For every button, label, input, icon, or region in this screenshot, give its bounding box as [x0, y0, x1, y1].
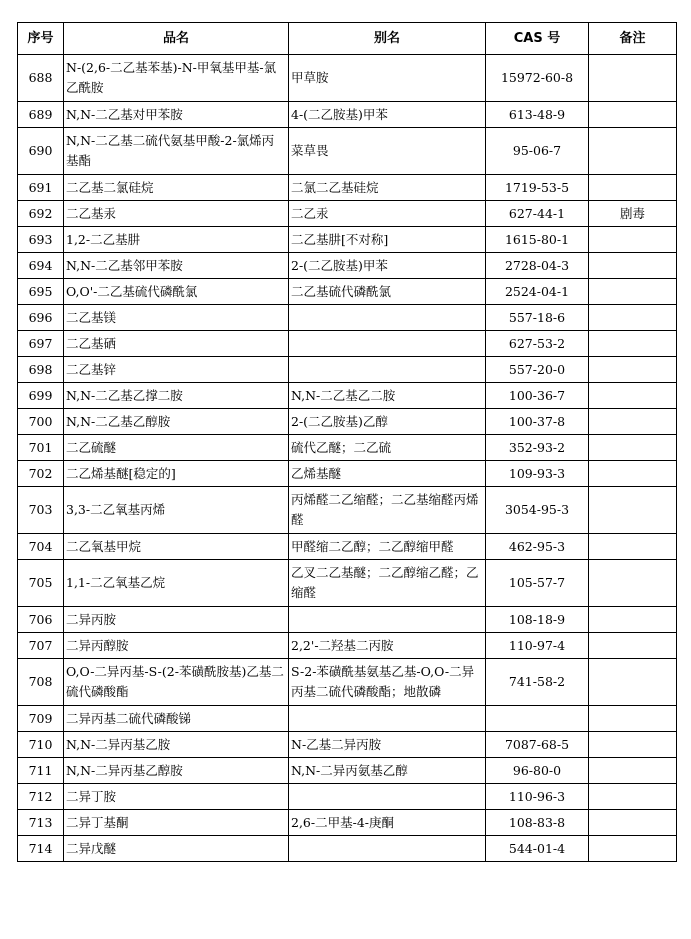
table-row: [18, 383, 677, 409]
remark-cell: [589, 758, 677, 784]
serial-number-cell: 698: [18, 357, 64, 383]
remark-cell: [589, 607, 677, 633]
table-row: [18, 633, 677, 659]
alias-cell: 二乙基硫代磷酰氯: [289, 279, 486, 305]
remark-cell: [589, 784, 677, 810]
alias-cell: [289, 357, 486, 383]
table-row: [18, 305, 677, 331]
alias-cell: 4-(二乙胺基)甲苯: [289, 102, 486, 128]
product-name-cell: 1,1-二乙氧基乙烷: [64, 560, 289, 607]
serial-number-cell: 699: [18, 383, 64, 409]
alias-cell: 2-(二乙胺基)甲苯: [289, 253, 486, 279]
cas-number-cell: 2728-04-3: [486, 253, 589, 279]
alias-cell: [289, 784, 486, 810]
table-row: [18, 227, 677, 253]
alias-cell: N,N-二异丙氨基乙醇: [289, 758, 486, 784]
product-name-cell: O,O-二异丙基-S-(2-苯磺酰胺基)乙基二硫代磷酸酯: [64, 659, 289, 706]
serial-number-cell: 712: [18, 784, 64, 810]
cas-number-cell: 462-95-3: [486, 534, 589, 560]
alias-cell: N-乙基二异丙胺: [289, 732, 486, 758]
table-row: [18, 201, 677, 227]
serial-number-cell: 700: [18, 409, 64, 435]
cas-number-cell: 110-97-4: [486, 633, 589, 659]
cas-number-cell: 3054-95-3: [486, 487, 589, 534]
product-name-cell: 二异丙胺: [64, 607, 289, 633]
alias-cell: [289, 331, 486, 357]
serial-number-cell: 697: [18, 331, 64, 357]
table-row: [18, 560, 677, 607]
cas-number-cell: 741-58-2: [486, 659, 589, 706]
serial-number-cell: 690: [18, 128, 64, 175]
product-name-cell: 二乙基锌: [64, 357, 289, 383]
product-name-cell: 二乙基汞: [64, 201, 289, 227]
serial-number-cell: 705: [18, 560, 64, 607]
cas-number-cell: 627-44-1: [486, 201, 589, 227]
cas-number-cell: 2524-04-1: [486, 279, 589, 305]
product-name-cell: 二乙硫醚: [64, 435, 289, 461]
remark-cell: [589, 357, 677, 383]
table-header-row: [18, 23, 677, 55]
product-name-cell: N-(2,6-二乙基苯基)-N-甲氧基甲基-氯乙酰胺: [64, 55, 289, 102]
table-row: [18, 706, 677, 732]
table-row: [18, 253, 677, 279]
cas-number-cell: 108-18-9: [486, 607, 589, 633]
remark-cell: [589, 461, 677, 487]
serial-number-cell: 701: [18, 435, 64, 461]
remark-cell: [589, 175, 677, 201]
remark-cell: [589, 836, 677, 862]
table-row: [18, 435, 677, 461]
table-row: [18, 102, 677, 128]
cas-number-cell: [486, 706, 589, 732]
serial-number-cell: 704: [18, 534, 64, 560]
remark-cell: [589, 810, 677, 836]
cas-number-cell: 108-83-8: [486, 810, 589, 836]
product-name-cell: 二异丁基酮: [64, 810, 289, 836]
chemical-list-page: [17, 22, 676, 862]
table-row: [18, 409, 677, 435]
product-name-cell: 二乙基镁: [64, 305, 289, 331]
cas-number-cell: 613-48-9: [486, 102, 589, 128]
table-row: [18, 758, 677, 784]
cas-number-cell: 1615-80-1: [486, 227, 589, 253]
cas-number-cell: 557-20-0: [486, 357, 589, 383]
cas-number-cell: 100-37-8: [486, 409, 589, 435]
product-name-cell: 二异丙基二硫代磷酸锑: [64, 706, 289, 732]
remark-cell: [589, 279, 677, 305]
remark-cell: [589, 534, 677, 560]
product-name-cell: N,N-二乙基邻甲苯胺: [64, 253, 289, 279]
product-name-cell: O,O'-二乙基硫代磷酰氯: [64, 279, 289, 305]
alias-cell: [289, 607, 486, 633]
alias-cell: S-2-苯磺酰基氨基乙基-O,O-二异丙基二硫代磷酸酯；地散磷: [289, 659, 486, 706]
serial-number-cell: 693: [18, 227, 64, 253]
serial-number-cell: 703: [18, 487, 64, 534]
product-name-cell: 3,3-二乙氧基丙烯: [64, 487, 289, 534]
alias-cell: 2,6-二甲基-4-庚酮: [289, 810, 486, 836]
remark-cell: [589, 102, 677, 128]
cas-number-cell: 96-80-0: [486, 758, 589, 784]
cas-number-cell: 95-06-7: [486, 128, 589, 175]
product-name-cell: N,N-二乙基对甲苯胺: [64, 102, 289, 128]
serial-number-cell: 691: [18, 175, 64, 201]
table-row: [18, 128, 677, 175]
alias-cell: 硫代乙醚；二乙硫: [289, 435, 486, 461]
remark-cell: 剧毒: [589, 201, 677, 227]
cas-number-cell: 109-93-3: [486, 461, 589, 487]
serial-number-cell: 706: [18, 607, 64, 633]
serial-number-cell: 688: [18, 55, 64, 102]
product-name-cell: 1,2-二乙基肼: [64, 227, 289, 253]
serial-number-cell: 695: [18, 279, 64, 305]
serial-number-cell: 689: [18, 102, 64, 128]
serial-number-cell: 711: [18, 758, 64, 784]
serial-number-cell: 714: [18, 836, 64, 862]
remark-cell: [589, 560, 677, 607]
alias-cell: 二乙基肼[不对称]: [289, 227, 486, 253]
product-name-cell: N,N-二异丙基乙醇胺: [64, 758, 289, 784]
chemical-table: [17, 22, 677, 862]
remark-cell: [589, 487, 677, 534]
remark-cell: [589, 409, 677, 435]
remark-cell: [589, 659, 677, 706]
remark-cell: [589, 732, 677, 758]
cas-number-cell: 105-57-7: [486, 560, 589, 607]
header-serial-number: 序号: [18, 23, 64, 55]
serial-number-cell: 710: [18, 732, 64, 758]
alias-cell: 二氯二乙基硅烷: [289, 175, 486, 201]
remark-cell: [589, 253, 677, 279]
serial-number-cell: 713: [18, 810, 64, 836]
cas-number-cell: 352-93-2: [486, 435, 589, 461]
remark-cell: [589, 128, 677, 175]
serial-number-cell: 702: [18, 461, 64, 487]
serial-number-cell: 708: [18, 659, 64, 706]
cas-number-cell: 100-36-7: [486, 383, 589, 409]
product-name-cell: 二异丙醇胺: [64, 633, 289, 659]
cas-number-cell: 15972-60-8: [486, 55, 589, 102]
remark-cell: [589, 331, 677, 357]
product-name-cell: 二乙基二氯硅烷: [64, 175, 289, 201]
alias-cell: 甲醛缩二乙醇；二乙醇缩甲醛: [289, 534, 486, 560]
table-row: [18, 836, 677, 862]
table-row: [18, 607, 677, 633]
remark-cell: [589, 435, 677, 461]
cas-number-cell: 544-01-4: [486, 836, 589, 862]
table-row: [18, 784, 677, 810]
alias-cell: 菜草畏: [289, 128, 486, 175]
alias-cell: [289, 836, 486, 862]
table-row: [18, 331, 677, 357]
table-row: [18, 810, 677, 836]
alias-cell: 乙叉二乙基醚；二乙醇缩乙醛；乙缩醛: [289, 560, 486, 607]
table-body: [18, 55, 677, 862]
cas-number-cell: 627-53-2: [486, 331, 589, 357]
alias-cell: 甲草胺: [289, 55, 486, 102]
remark-cell: [589, 383, 677, 409]
table-row: [18, 659, 677, 706]
product-name-cell: 二乙基硒: [64, 331, 289, 357]
remark-cell: [589, 227, 677, 253]
remark-cell: [589, 706, 677, 732]
product-name-cell: N,N-二乙基乙撑二胺: [64, 383, 289, 409]
alias-cell: 乙烯基醚: [289, 461, 486, 487]
cas-number-cell: 557-18-6: [486, 305, 589, 331]
table-row: [18, 279, 677, 305]
alias-cell: 2-(二乙胺基)乙醇: [289, 409, 486, 435]
alias-cell: [289, 706, 486, 732]
remark-cell: [589, 55, 677, 102]
header-product-name: 品名: [64, 23, 289, 55]
product-name-cell: 二异戊醚: [64, 836, 289, 862]
product-name-cell: 二乙氧基甲烷: [64, 534, 289, 560]
product-name-cell: 二异丁胺: [64, 784, 289, 810]
table-row: [18, 732, 677, 758]
table-row: [18, 461, 677, 487]
table-row: [18, 55, 677, 102]
serial-number-cell: 696: [18, 305, 64, 331]
product-name-cell: N,N-二乙基乙醇胺: [64, 409, 289, 435]
alias-cell: 丙烯醛二乙缩醛；二乙基缩醛丙烯醛: [289, 487, 486, 534]
serial-number-cell: 709: [18, 706, 64, 732]
product-name-cell: N,N-二异丙基乙胺: [64, 732, 289, 758]
remark-cell: [589, 633, 677, 659]
product-name-cell: 二乙烯基醚[稳定的]: [64, 461, 289, 487]
cas-number-cell: 7087-68-5: [486, 732, 589, 758]
alias-cell: 二乙汞: [289, 201, 486, 227]
serial-number-cell: 707: [18, 633, 64, 659]
table-row: [18, 534, 677, 560]
serial-number-cell: 692: [18, 201, 64, 227]
cas-number-cell: 110-96-3: [486, 784, 589, 810]
table-row: [18, 175, 677, 201]
header-alias: 别名: [289, 23, 486, 55]
header-remark: 备注: [589, 23, 677, 55]
alias-cell: [289, 305, 486, 331]
alias-cell: N,N-二乙基乙二胺: [289, 383, 486, 409]
header-cas-number: CAS 号: [486, 23, 589, 55]
serial-number-cell: 694: [18, 253, 64, 279]
table-row: [18, 487, 677, 534]
cas-number-cell: 1719-53-5: [486, 175, 589, 201]
alias-cell: 2,2'-二羟基二丙胺: [289, 633, 486, 659]
table-row: [18, 357, 677, 383]
remark-cell: [589, 305, 677, 331]
product-name-cell: N,N-二乙基二硫代氨基甲酸-2-氯烯丙基酯: [64, 128, 289, 175]
